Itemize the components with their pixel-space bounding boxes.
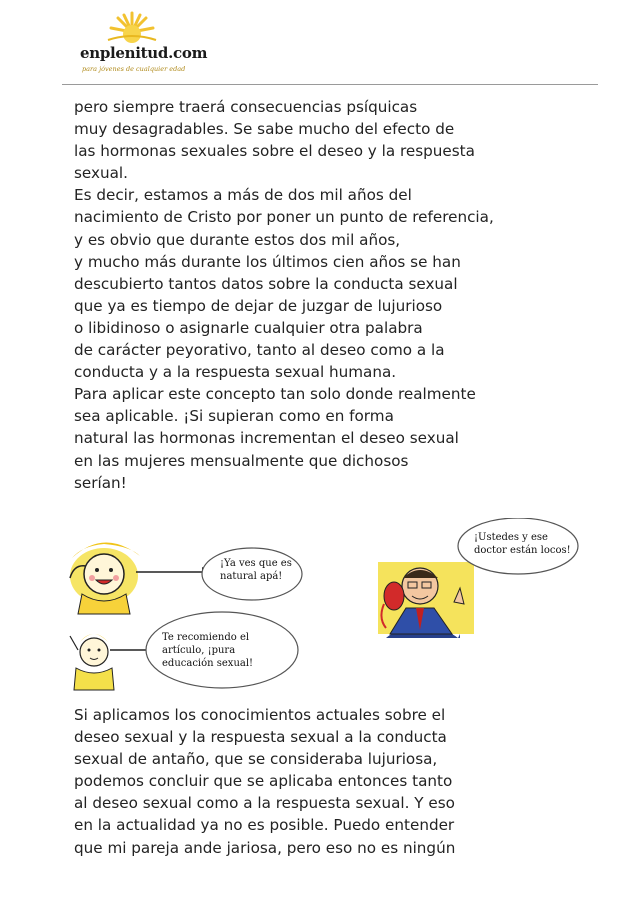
text-line: de carácter peyorativo, tanto al deseo como a la [74, 341, 445, 360]
text-line: al deseo sexual como a la respuesta sexual. Y eso [74, 794, 455, 813]
text-line: deseo sexual y la respuesta sexual a la conducta [74, 728, 447, 747]
paragraph-1 [74, 96, 494, 494]
paragraph-2 [74, 704, 455, 859]
text-line: en las mujeres mensualmente que dichosos [74, 451, 409, 470]
text-line: Para aplicar este concepto tan solo donde realmente [74, 385, 476, 404]
text-line: muy desagradables. Se sabe mucho del efecto de [74, 120, 455, 139]
logo-name: enplenitud.com [80, 44, 208, 62]
text-line: que ya es tiempo de dejar de juzgar de lujurioso [74, 296, 443, 315]
text-line: natural las hormonas incrementan el deseo sexual [74, 429, 459, 448]
text-line: serían! [74, 473, 127, 492]
girl-speech-bubble: ¡Ya ves que es natural apá! [220, 558, 292, 582]
text-line: descubierto tantos datos sobre la conducta sexual [74, 274, 458, 293]
text-line: Si aplicamos los conocimientos actuales sobre el [74, 706, 446, 724]
text-line: las hormonas sexuales sobre el deseo y la respuesta [74, 142, 475, 161]
text-line: podemos concluir que se aplicaba entonces tanto [74, 772, 453, 791]
text-line: conducta y a la respuesta sexual humana. [74, 363, 397, 382]
grandma-speech-bubble: Te recomiendo el artículo, ¡pura educación sexual! [162, 632, 254, 669]
text-line: que mi pareja ande jariosa, pero eso no es ningún [74, 838, 456, 857]
man-speech-bubble: ¡Ustedes y ese doctor están locos! [474, 532, 571, 556]
site-logo[interactable] [62, 10, 208, 74]
man-on-phone-icon [378, 562, 474, 638]
text-line: pero siempre traerá consecuencias psíquicas [74, 98, 418, 116]
text-line: sexual. [74, 164, 128, 183]
text-line: en la actualidad ya no es posible. Puedo entender [74, 816, 455, 835]
header-divider [62, 84, 598, 85]
girl-character-icon [70, 542, 140, 614]
grandma-character-icon [70, 634, 114, 690]
text-line: y es obvio que durante estos dos mil años, [74, 230, 401, 249]
text-line: sea aplicable. ¡Si supieran como en forma [74, 407, 394, 426]
text-line: o libidinoso o asignarle cualquier otra palabra [74, 318, 423, 337]
text-line: Es decir, estamos a más de dos mil años del [74, 186, 412, 205]
text-line: nacimiento de Cristo por poner un punto de referencia, [74, 208, 494, 227]
logo-tagline: para jóvenes de cualquier edad [82, 65, 186, 73]
text-line: sexual de antaño, que se consideraba lujuriosa, [74, 750, 438, 769]
cartoon-illustration [60, 518, 600, 698]
text-line: y mucho más durante los últimos cien años se han [74, 252, 461, 271]
